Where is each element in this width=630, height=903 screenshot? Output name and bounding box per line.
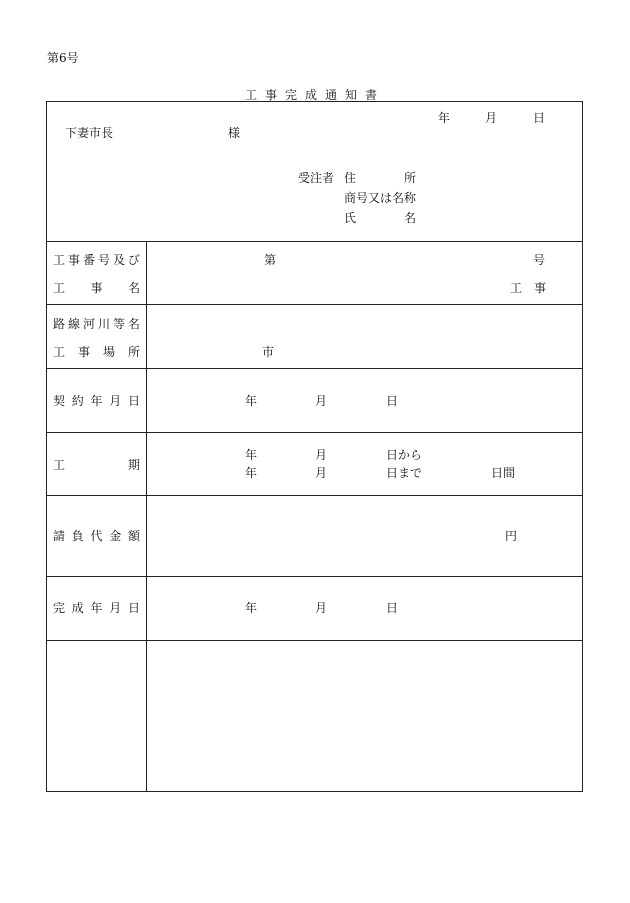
name-label-1: 氏 xyxy=(344,211,357,225)
work-number-go: 号 xyxy=(533,253,546,267)
date-month: 月 xyxy=(485,111,498,125)
period-to-month: 月 xyxy=(315,466,328,480)
period-from-day: 日から xyxy=(386,448,423,462)
remarks-area xyxy=(147,641,582,791)
form-number: 第6号 xyxy=(47,51,79,65)
completion-year: 年 xyxy=(245,601,258,615)
contractor-label: 受注者 xyxy=(298,171,335,185)
company-label: 商号又は名称 xyxy=(344,191,417,205)
completion-date-label: 完 成 年 月 日 xyxy=(53,601,140,615)
contract-day: 日 xyxy=(386,394,399,408)
document-title: 工事完成通知書 xyxy=(244,88,385,102)
row-divider xyxy=(46,495,583,496)
contract-date-label: 契 約 年 月 日 xyxy=(53,394,140,408)
work-name-suffix: 工 事 xyxy=(510,281,547,295)
address-label-1: 住 xyxy=(344,171,357,185)
date-year: 年 xyxy=(438,111,451,125)
site-label: 工 事 場 所 xyxy=(53,345,140,359)
row-divider xyxy=(46,304,583,305)
work-number-label: 工 事 番 号 及 び xyxy=(53,253,140,267)
row-divider xyxy=(46,241,583,242)
period-from-year: 年 xyxy=(245,448,258,462)
route-label: 路 線 河 川 等 名 xyxy=(53,317,140,331)
work-number-dai: 第 xyxy=(264,253,277,267)
name-label-2: 名 xyxy=(404,211,417,225)
period-from-month: 月 xyxy=(315,448,328,462)
honorific: 様 xyxy=(228,126,241,140)
period-to-day: 日まで xyxy=(386,466,423,480)
row-divider xyxy=(46,576,583,577)
contract-year: 年 xyxy=(245,394,258,408)
contract-month: 月 xyxy=(315,394,328,408)
completion-month: 月 xyxy=(315,601,328,615)
addressee: 下妻市長 xyxy=(65,126,114,140)
amount-label: 請 負 代 金 額 xyxy=(53,529,140,543)
work-name-label: 工 事 名 xyxy=(53,281,140,295)
period-days: 日間 xyxy=(491,466,516,480)
row-divider xyxy=(46,432,583,433)
amount-unit: 円 xyxy=(505,529,518,543)
row-divider xyxy=(46,368,583,369)
address-label-2: 所 xyxy=(404,171,417,185)
completion-day: 日 xyxy=(386,601,399,615)
site-city: 市 xyxy=(262,345,275,359)
period-to-year: 年 xyxy=(245,466,258,480)
period-label: 工 期 xyxy=(53,458,140,472)
date-day: 日 xyxy=(533,111,546,125)
